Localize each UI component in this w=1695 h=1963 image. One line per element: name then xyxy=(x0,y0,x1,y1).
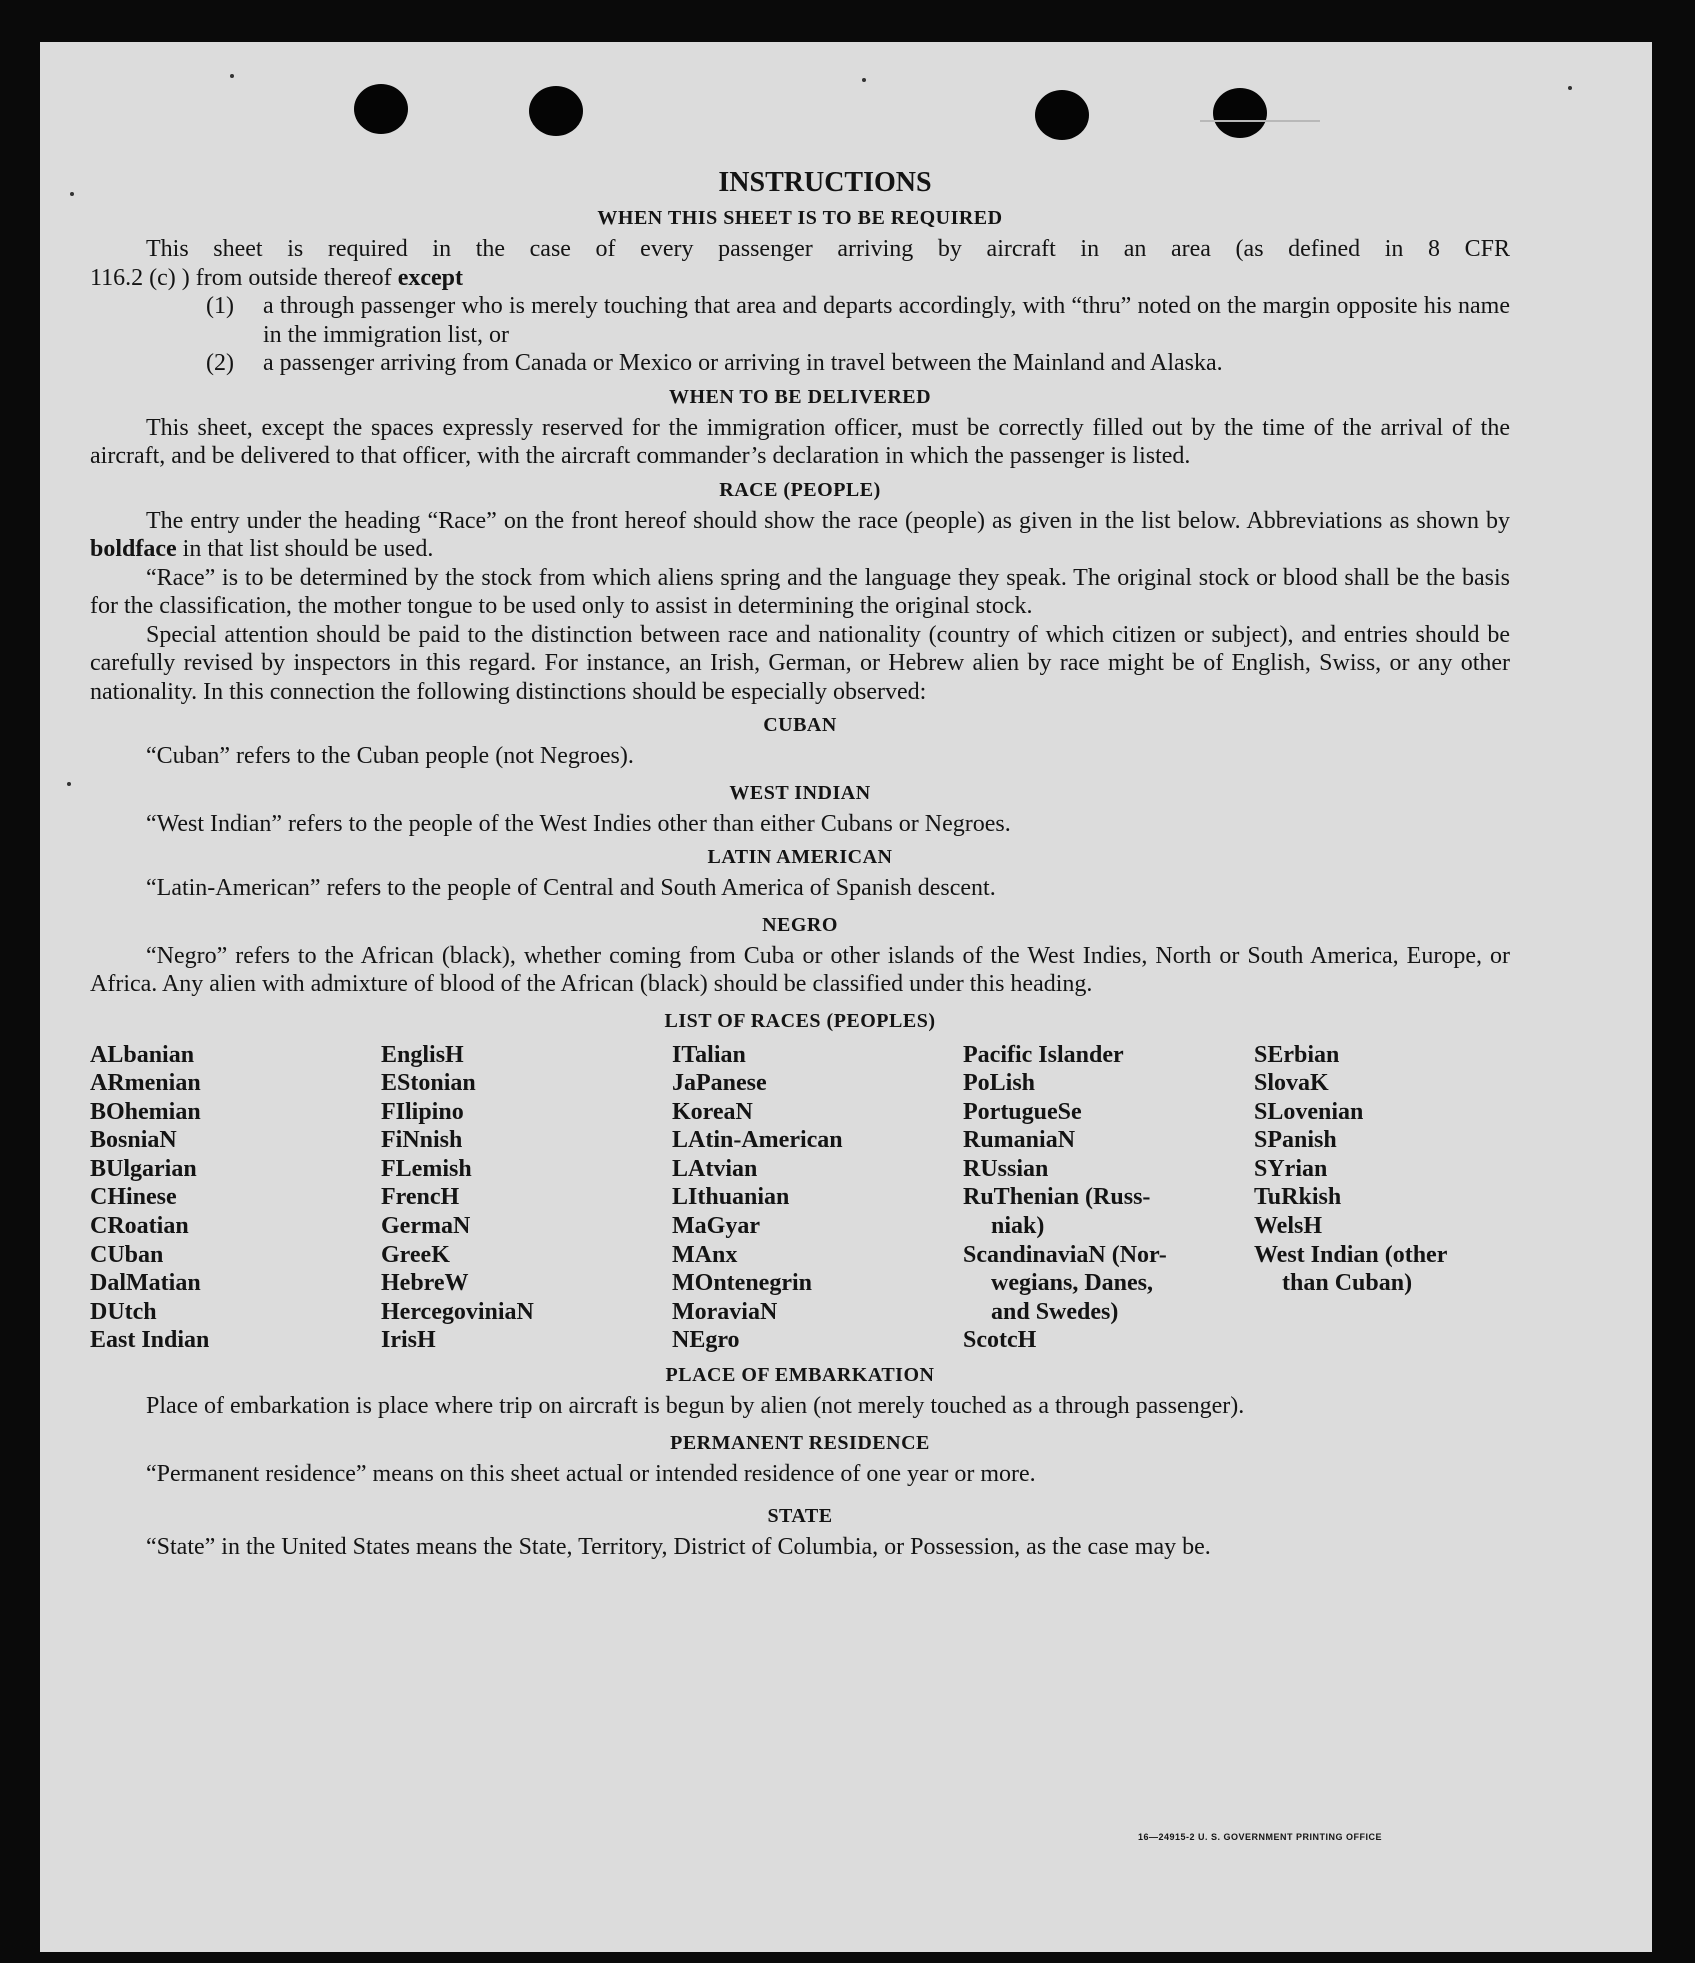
paragraph: The entry under the heading “Race” on the front hereof should show the race (people) as given in the list below. Abbreviations as shown by boldface in that list should be used. xyxy=(90,507,1510,562)
race-item: HebreW xyxy=(381,1270,469,1297)
race-item: DUtch xyxy=(90,1298,157,1325)
race-item: FiNnish xyxy=(381,1127,463,1154)
paragraph: “Permanent residence” means on this sheet actual or intended residence of one year or more. xyxy=(146,1460,1036,1487)
race-item: PoLish xyxy=(963,1070,1036,1097)
speck xyxy=(230,74,234,78)
race-item: ALbanian xyxy=(90,1041,195,1068)
page-title: INSTRUCTIONS xyxy=(718,167,932,198)
section-heading: PERMANENT RESIDENCE xyxy=(670,1431,930,1454)
race-item: RuThenian (Russ- xyxy=(963,1184,1151,1211)
race-item-continued: wegians, Danes, xyxy=(991,1270,1154,1297)
race-item: SPanish xyxy=(1254,1127,1337,1154)
race-item: CHinese xyxy=(90,1184,177,1211)
race-item: RumaniaN xyxy=(963,1127,1076,1154)
paragraph: “Latin-American” refers to the people of Central and South America of Spanish descent. xyxy=(146,875,996,901)
section-heading: LATIN AMERICAN xyxy=(707,846,893,868)
section-heading: NEGRO xyxy=(762,913,838,936)
race-item: ScandinaviaN (Nor- xyxy=(963,1241,1167,1268)
race-item: West Indian (other xyxy=(1254,1241,1448,1268)
printer-imprint: 16—24915-2 U. S. GOVERNMENT PRINTING OFFICE xyxy=(1138,1832,1383,1842)
punch-hole xyxy=(529,86,583,136)
section-heading: WEST INDIAN xyxy=(729,781,871,804)
paragraph: “Cuban” refers to the Cuban people (not Negroes). xyxy=(146,743,634,769)
race-item: DalMatian xyxy=(90,1270,201,1297)
race-item: BUlgarian xyxy=(90,1155,197,1182)
races-column xyxy=(963,1041,1254,1356)
race-item: SErbian xyxy=(1254,1041,1340,1068)
speck xyxy=(70,192,74,196)
races-column xyxy=(672,1041,963,1356)
race-item: NEgro xyxy=(672,1327,740,1354)
speck xyxy=(67,782,71,786)
race-item: IrisH xyxy=(381,1327,436,1354)
paragraph: “State” in the United States means the State, Territory, District of Columbia, or Possession, as the case may be. xyxy=(146,1534,1211,1561)
race-item: East Indian xyxy=(90,1327,210,1354)
race-item: CUban xyxy=(90,1241,164,1268)
race-item-continued: and Swedes) xyxy=(991,1298,1119,1325)
race-item: ScotcH xyxy=(963,1327,1037,1354)
bleed-through-mark xyxy=(1200,120,1320,122)
race-item: SLovenian xyxy=(1254,1098,1364,1125)
race-item: BosniaN xyxy=(90,1127,177,1154)
section-heading: PLACE OF EMBARKATION xyxy=(665,1364,935,1387)
race-item-continued: niak) xyxy=(991,1213,1045,1240)
races-list xyxy=(90,1041,1510,1356)
section-heading: LIST OF RACES (PEOPLES) xyxy=(664,1009,936,1032)
punch-hole xyxy=(354,84,408,134)
race-item: GreeK xyxy=(381,1241,450,1268)
race-item: WelsH xyxy=(1254,1213,1323,1240)
race-item: SYrian xyxy=(1254,1155,1328,1182)
races-column xyxy=(90,1041,381,1356)
race-item: GermaN xyxy=(381,1213,471,1240)
race-item: LIthuanian xyxy=(672,1184,790,1211)
race-item: PortugueSe xyxy=(963,1098,1082,1125)
race-item: FIlipino xyxy=(381,1098,464,1125)
document-sheet xyxy=(40,42,1652,1952)
punch-hole xyxy=(1213,88,1267,138)
race-item: EnglisH xyxy=(381,1041,464,1068)
race-item: SlovaK xyxy=(1254,1070,1329,1097)
race-item: FrencH xyxy=(381,1184,460,1211)
list-item: (1) a through passenger who is merely touching that area and departs accordingly, with “thru” noted on the margin opposite his name in the immigration list, or xyxy=(206,293,1510,348)
race-item: EStonian xyxy=(381,1070,476,1097)
section-heading: WHEN TO BE DELIVERED xyxy=(668,385,932,408)
section-heading: WHEN THIS SHEET IS TO BE REQUIRED xyxy=(597,207,1003,229)
paragraph: This sheet, except the spaces expressly reserved for the immigration officer, must be correctly filled out by the time of the arrival of the aircraft, and be delivered to that officer, with the aircraft commander’s declaration in which the passenger is listed. xyxy=(90,414,1510,469)
paragraph: “West Indian” refers to the people of the West Indies other than either Cubans or Negroes. xyxy=(146,810,1011,837)
paragraph: “Negro” refers to the African (black), whether coming from Cuba or other islands of the West Indies, North or South America, Europe, or Africa. Any alien with admixture of blood of the African (black) should be classified under this heading. xyxy=(90,942,1510,997)
race-item: ARmenian xyxy=(90,1070,201,1097)
race-item-continued: than Cuban) xyxy=(1282,1270,1413,1297)
instructions-body xyxy=(90,166,1510,1562)
race-item: HercegoviniaN xyxy=(381,1298,534,1325)
race-item: MOntenegrin xyxy=(672,1270,812,1297)
race-item: MAnx xyxy=(672,1241,738,1268)
paragraph: This sheet is required in the case of every passenger arriving by aircraft in an area (as defined in 8 CFR xyxy=(146,236,1510,262)
race-item: FLemish xyxy=(381,1155,472,1182)
race-item: Pacific Islander xyxy=(963,1041,1124,1068)
race-item: BOhemian xyxy=(90,1098,201,1125)
races-column xyxy=(381,1041,672,1356)
paragraph: Special attention should be paid to the distinction between race and nationality (country of which citizen or subject), and entries should be carefully revised by inspectors in this regard. For instance, an Irish, German, or Hebrew alien by race might be of English, Swiss, or any other nationality. In this connection the following distinctions should be especially observed: xyxy=(90,621,1510,705)
race-item: JaPanese xyxy=(672,1070,767,1097)
paragraph: Place of embarkation is place where trip on aircraft is begun by alien (not merely touched as a through passenger). xyxy=(146,1393,1245,1420)
section-heading: RACE (PEOPLE) xyxy=(719,478,881,501)
race-item: LAtin-American xyxy=(672,1127,843,1154)
speck xyxy=(1568,86,1572,90)
paragraph: “Race” is to be determined by the stock from which aliens spring and the language they speak. The original stock or blood shall be the basis for the classification, the mother tongue to be used only to assist in determining the original stock. xyxy=(90,564,1510,619)
race-item: LAtvian xyxy=(672,1155,758,1182)
punch-hole xyxy=(1035,90,1089,140)
race-item: KoreaN xyxy=(672,1098,753,1125)
race-item: TuRkish xyxy=(1254,1184,1342,1211)
race-item: RUssian xyxy=(963,1155,1049,1182)
race-item: ITalian xyxy=(672,1041,746,1068)
paragraph: 116.2 (c) ) from outside thereof except xyxy=(90,264,463,291)
list-item: (2) a passenger arriving from Canada or Mexico or arriving in travel between the Mainland and Alaska. xyxy=(206,350,1223,376)
race-item: CRoatian xyxy=(90,1213,189,1240)
section-heading: CUBAN xyxy=(763,714,837,736)
speck xyxy=(862,78,866,82)
section-heading: STATE xyxy=(767,1505,833,1528)
race-item: MaGyar xyxy=(672,1213,760,1240)
race-item: MoraviaN xyxy=(672,1298,778,1325)
races-column xyxy=(1254,1041,1510,1356)
